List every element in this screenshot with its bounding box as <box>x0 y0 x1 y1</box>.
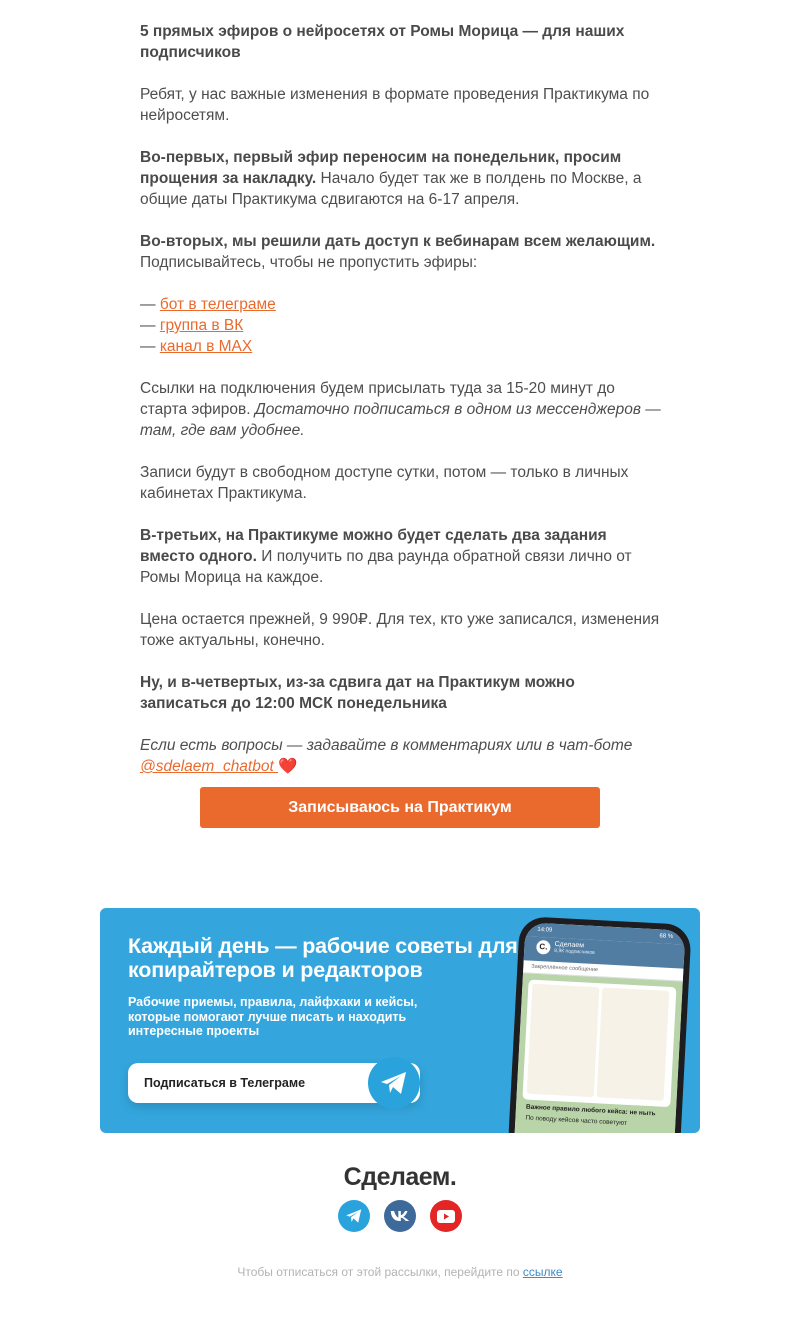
subscribe-links: — бот в телеграме — группа в ВК — канал в MAX <box>140 296 276 355</box>
link-max-channel[interactable]: канал в MAX <box>159 338 253 355</box>
heart-icon: ❤️ <box>278 758 298 775</box>
channel-avatar: С. <box>536 940 551 955</box>
chatbot-link[interactable]: @sdelaem_chatbot <box>140 758 279 775</box>
telegram-banner[interactable] <box>100 908 700 1133</box>
banner-title: Каждый день — рабочие советы для копирайтеров и редакторов <box>128 934 518 982</box>
paragraph-first: Во-первых, первый эфир переносим на понедельник, просим прощения за накладку. Начало будет так же в полдень по Москве, а общие даты Практикума сдвигаются на 6-17 апреля. <box>140 149 642 208</box>
social-links <box>0 1200 800 1232</box>
vk-icon[interactable] <box>384 1200 416 1232</box>
paragraph-price: Цена остается прежней, 9 990₽. Для тех, кто уже записался, изменения тоже актуальны, конечно. <box>140 611 660 649</box>
paragraph-records: Записи будут в свободном доступе сутки, потом — только в личных кабинетах Практикума. <box>140 464 629 502</box>
signup-button[interactable]: Записываюсь на Практикум <box>200 787 600 828</box>
link-telegram-bot[interactable]: бот в телеграме <box>159 296 276 313</box>
telegram-plane-icon <box>368 1057 420 1109</box>
banner-button-label: Подписаться в Телеграме <box>144 1076 306 1090</box>
paragraph-questions: Если есть вопросы — задавайте в комментариях или в чат-боте @sdelaem_chatbot ❤️ <box>140 737 633 775</box>
paragraph-links-info: Ссылки на подключения будем присылать туда за 15-20 минут до старта эфиров. Достаточно подписаться в одном из мессенджеров — там, где вам удобнее. <box>140 380 661 439</box>
email-body <box>140 21 665 798</box>
paragraph-third: В-третьих, на Практикуме можно будет сделать два задания вместо одного. И получить по два раунда обратной связи лично от Ромы Морица на каждое. <box>140 527 632 586</box>
youtube-icon[interactable] <box>430 1200 462 1232</box>
paragraph-fourth: Ну, и в-четвертых, из-за сдвига дат на Практикум можно записаться до 12:00 МСК понедельника <box>140 674 575 712</box>
paragraph-second: Во-вторых, мы решили дать доступ к вебинарам всем желающим. Подписывайтесь, чтобы не пропустить эфиры: <box>140 233 656 271</box>
telegram-icon[interactable] <box>338 1200 370 1232</box>
phone-mockup: 14:09 68 % С. Сделаем 8,9К подписчиков Закреплённое сообщение Важное правило любого кейса: не ныть По поводу кейсов часто советуют <box>507 916 691 1133</box>
unsubscribe-link[interactable]: ссылке <box>522 1265 563 1279</box>
intro-paragraph: Ребят, у нас важные изменения в формате проведения Практикума по нейросетям. <box>140 86 650 124</box>
unsubscribe-note: Чтобы отписаться от этой рассылки, перейдите по ссылке <box>237 1265 563 1279</box>
link-vk-group[interactable]: группа в ВК <box>159 317 244 334</box>
banner-subtitle: Рабочие приемы, правила, лайфхаки и кейсы, которые помогают лучше писать и находить интересные проекты <box>128 995 418 1038</box>
banner-subscribe-button[interactable] <box>128 1063 420 1103</box>
headline: 5 прямых эфиров о нейросетях от Ромы Морица — для наших подписчиков <box>140 23 625 61</box>
brand-logo: Сделаем. <box>343 1163 457 1191</box>
